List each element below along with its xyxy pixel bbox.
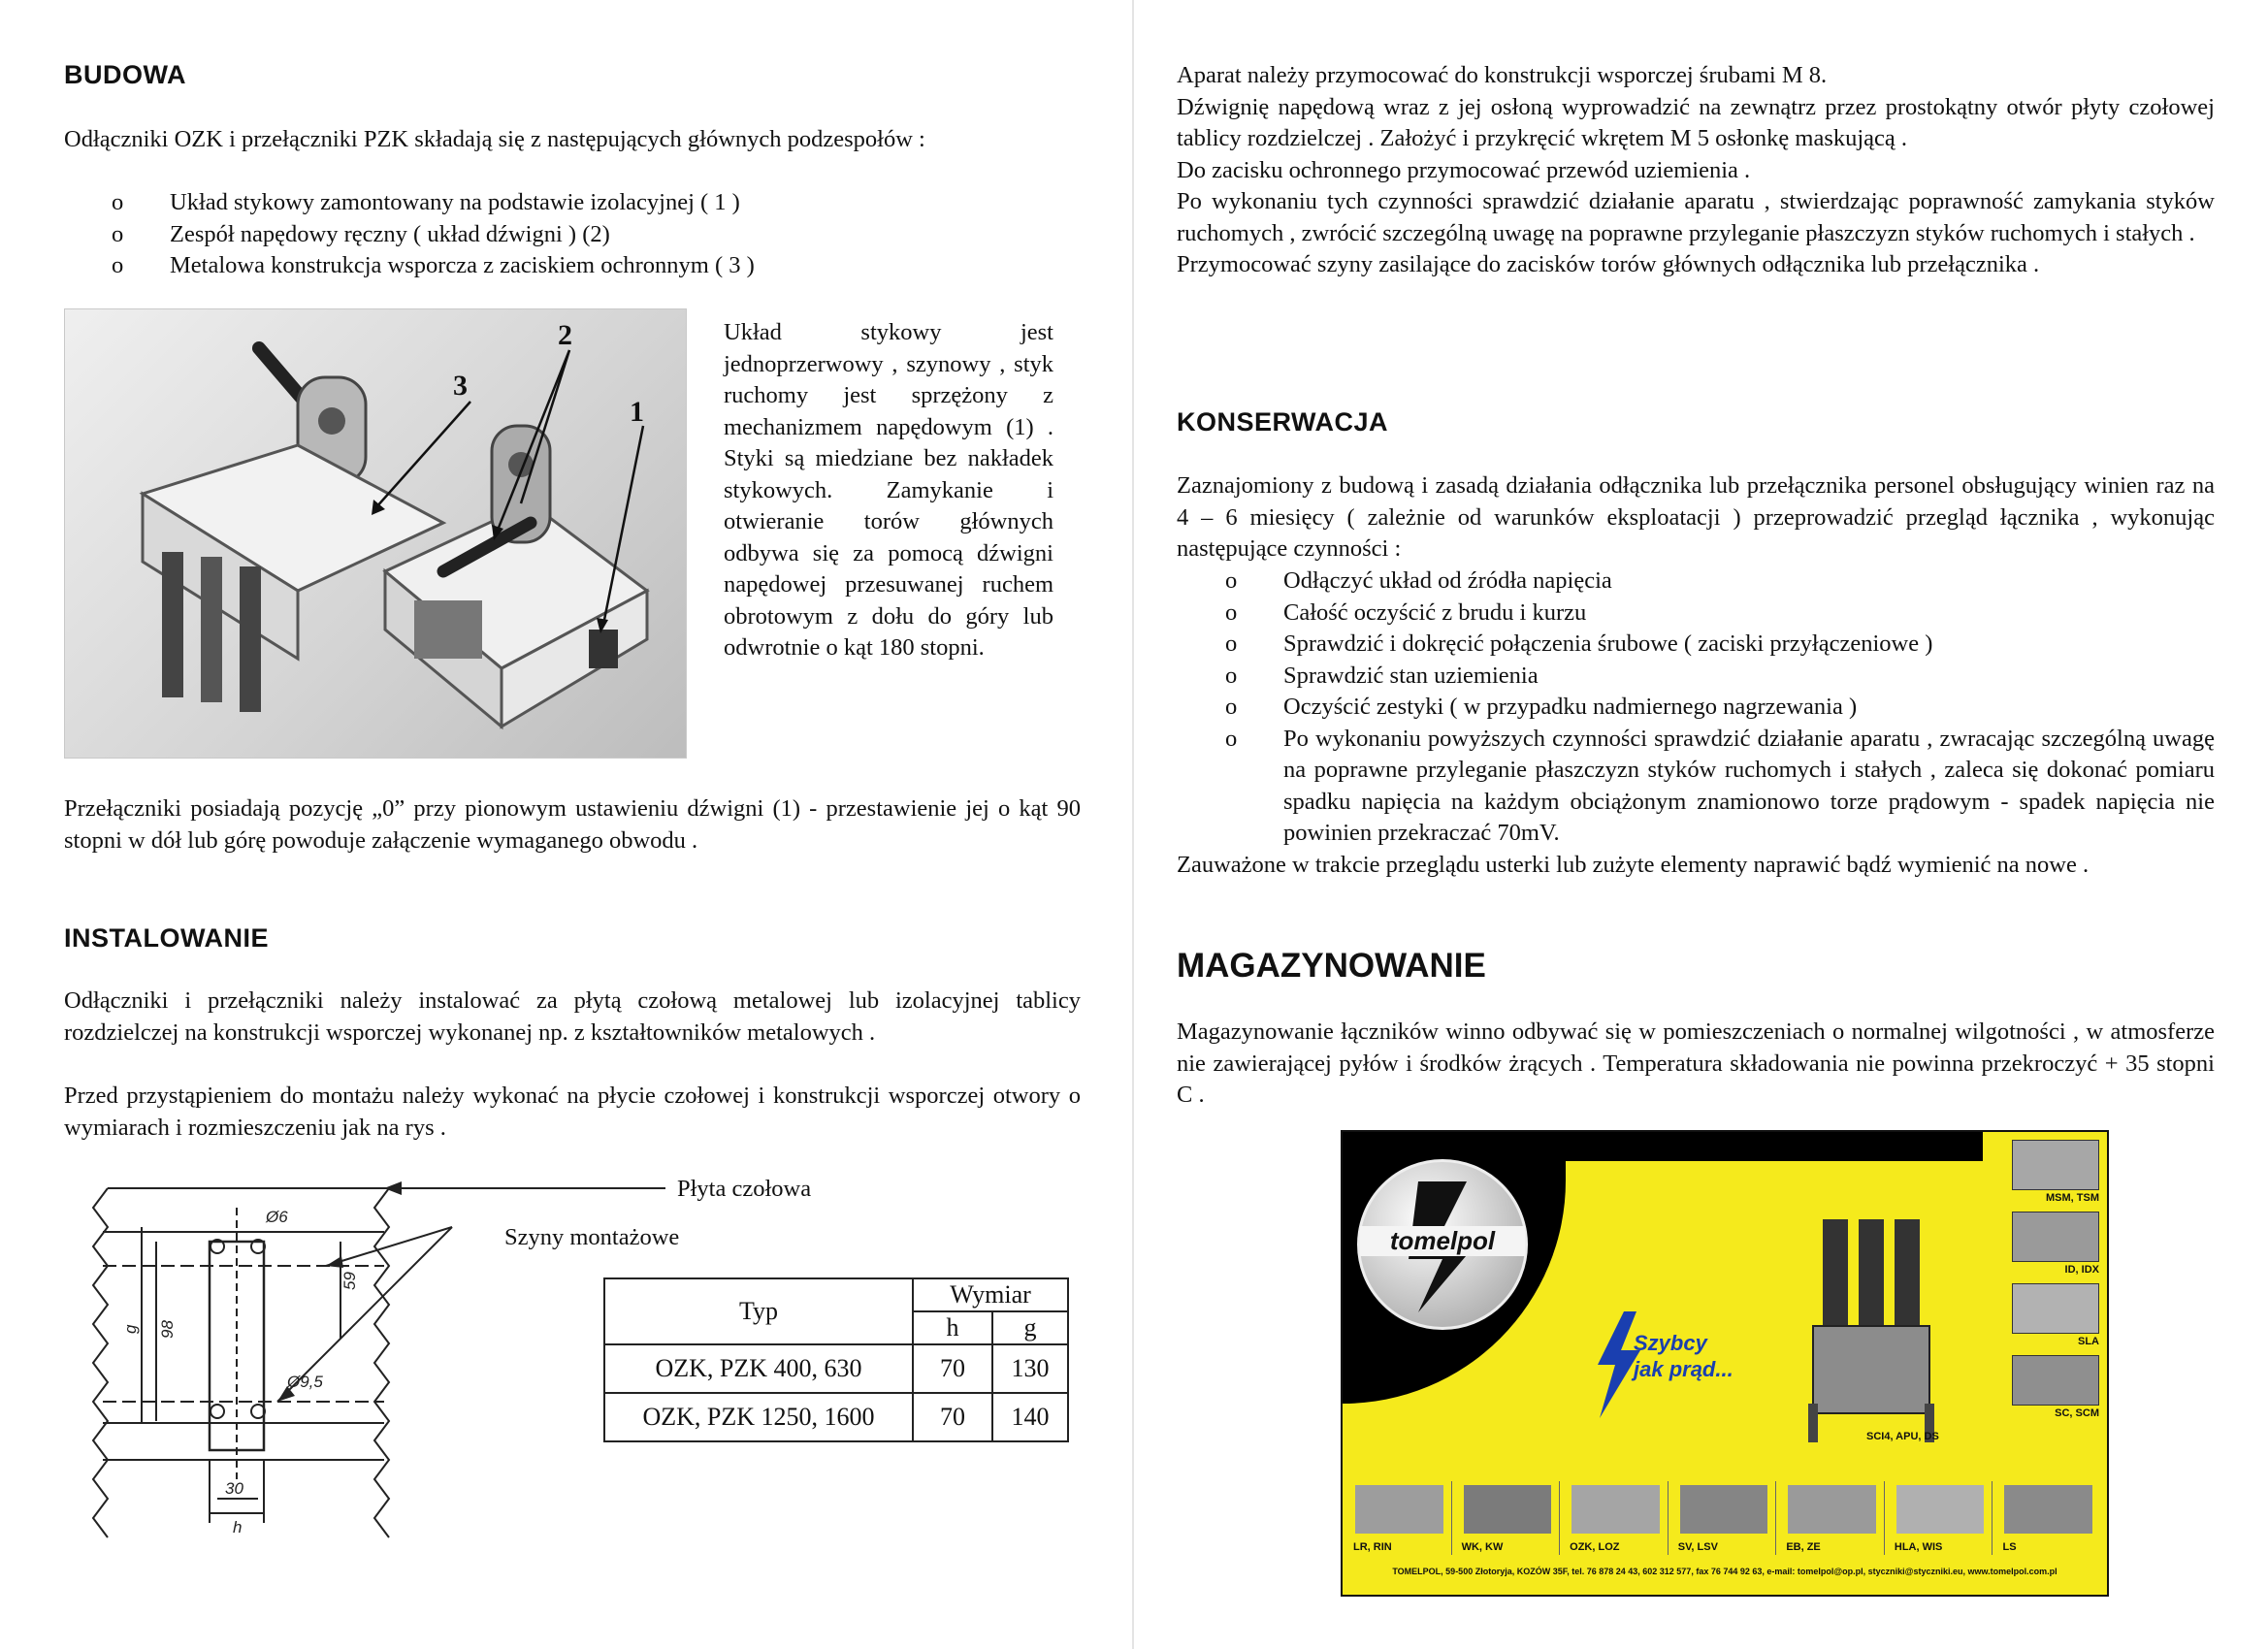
mount-p4: Po wykonaniu tych czynności sprawdzić działanie aparatu , stwierdzając poprawność zamykania styków ruchomych , zwrócić szczególną uwagę na poprawne przyleganie płaszczyzn styków ruchomych i stałych .: [1177, 188, 2215, 246]
logo-disc: [1357, 1159, 1528, 1330]
mount-p3: Do zacisku ochronnego przymocować przewód uziemienia .: [1177, 156, 1751, 183]
product-sla-image: [2012, 1283, 2099, 1334]
heading-magazynowanie: MAGAZYNOWANIE: [1177, 947, 1486, 985]
list-item: o Sprawdzić stan uziemienia: [1225, 661, 2215, 693]
heading-budowa: BUDOWA: [64, 60, 186, 89]
bullet: o: [112, 189, 124, 215]
label-sc: SC, SCM: [2055, 1407, 2099, 1419]
callout-2: 2: [558, 319, 572, 351]
label-sla: SLA: [2078, 1336, 2099, 1347]
dim-d9-5: Ø9,5: [287, 1373, 323, 1391]
bullet: o: [1225, 598, 1238, 626]
bullet: o: [1225, 725, 1238, 752]
magazynowanie-text: Magazynowanie łączników winno odbywać się w pomieszczeniach o normalnej wilgotności , w atmosferze nie zawierającej pyłów i środków żrących . Temperatura składowania nie powinna przekroczyć + 35 stopni C .: [1177, 1018, 2215, 1108]
label-msm: MSM, TSM: [2046, 1192, 2099, 1204]
label-plyta-czolowa: Płyta czołowa: [677, 1176, 812, 1202]
konserwacja-intro: Zaznajomiony z budową i zasadą działania odłącznika lub przełącznika personel obsługujący winien raz na 4 – 6 miesięcy ( zależnie od warunków eksploatacji ) przeprowadzić przegląd łącznika , wykonując następujące czynności :: [1177, 472, 2215, 562]
bullet: o: [1225, 630, 1238, 657]
dim-g: g: [121, 1324, 140, 1334]
table-row: OZK, PZK 400, 630 70 130: [604, 1344, 1068, 1393]
label-szyny-montazowe: Szyny montażowe: [504, 1224, 680, 1250]
budowa-note: Przełączniki posiadają pozycję „0” przy pionowym ustawieniu dźwigni (1) - przestawienie jej o kąt 90 stopni w dół lub górę powoduje załączenie wymaganego obwodu .: [64, 795, 1081, 854]
ad-dark-band: [1343, 1132, 1983, 1161]
bottom-product-strip: [1347, 1481, 2100, 1555]
product-sc-image: [2012, 1355, 2099, 1406]
bullet: o: [1225, 567, 1238, 594]
konserwacja-outro: Zauważone w trakcie przeglądu usterki lub zużyte elementy naprawić bądź wymienić na nowe .: [1177, 852, 2090, 878]
product-sv: SV, LSV: [1672, 1481, 1777, 1555]
ad-footer-contact: TOMELPOL, 59-500 Złotoryja, KOZÓW 35F, tel. 76 878 24 43, 602 312 577, fax 76 744 92 63, e-mail: tomelpol@op.pl, styczniki@styczniki.eu, www.tomelpol.com.pl: [1392, 1567, 2057, 1576]
list-item: o Metalowa konstrukcja wsporcza z zaciskiem ochronnym ( 3 ): [112, 250, 985, 282]
dim-d6: Ø6: [266, 1208, 288, 1226]
list-item: o Sprawdzić i dokręcić połączenia śrubowe ( zaciski przyłączeniowe ): [1225, 629, 2215, 661]
product-id-image: [2012, 1212, 2099, 1262]
dim-98: 98: [158, 1320, 177, 1339]
tomelpol-advertisement: [1341, 1130, 2109, 1597]
table-row: OZK, PZK 1250, 1600 70 140: [604, 1393, 1068, 1441]
left-page: [0, 0, 1125, 1649]
heading-konserwacja: KONSERWACJA: [1177, 407, 1389, 436]
header-wymiar: Wymiar: [913, 1278, 1068, 1311]
konserwacja-list: [1225, 566, 2215, 850]
heading-instalowanie: INSTALOWANIE: [64, 923, 269, 953]
product-photo: [64, 308, 687, 759]
product-hla: HLA, WIS: [1889, 1481, 1993, 1555]
list-item: o Zespół napędowy ręczny ( układ dźwigni ) (2): [112, 219, 985, 251]
list-item: o Układ stykowy zamontowany na podstawie izolacyjnej ( 1 ): [112, 187, 985, 219]
list-item: o Całość oczyścić z brudu i kurzu: [1225, 598, 2215, 630]
page-fold: [1132, 0, 1134, 1649]
list-item: o Odłączyć układ od źródła napięcia: [1225, 566, 2215, 598]
budowa-intro: Odłączniki OZK i przełączniki PZK składają się z następujących głównych podzespołów :: [64, 126, 925, 152]
dim-30: 30: [225, 1479, 243, 1498]
product-eb: EB, ZE: [1780, 1481, 1885, 1555]
slogan-line2: jak prąd...: [1634, 1357, 1733, 1381]
callout-3: 3: [453, 370, 468, 402]
instalowanie-p2: Przed przystąpieniem do montażu należy wykonać na płycie czołowej i konstrukcji wsporczej otwory o wymiarach i rozmieszczeniu jak na rys .: [64, 1083, 1081, 1141]
switch-illustration: [65, 309, 686, 758]
dimensions-table: [603, 1277, 1069, 1442]
bullet: o: [112, 252, 124, 278]
instalowanie-p1: Odłączniki i przełączniki należy instalować za płytą czołową metalowej lub izolacyjnej tablicy rozdzielczej na konstrukcji wsporczej wykonanej np. z kształtowników metalowych .: [64, 987, 1081, 1046]
mounting-instructions: [1177, 60, 2215, 281]
dim-59: 59: [340, 1272, 359, 1290]
dim-h: h: [233, 1518, 243, 1536]
label-id: ID, IDX: [2064, 1264, 2099, 1276]
product-wk: WK, KW: [1456, 1481, 1561, 1555]
side-product-column: [2012, 1140, 2099, 1419]
product-ozk: OZK, LOZ: [1564, 1481, 1669, 1555]
mount-p2: Dźwignię napędową wraz z jej osłoną wyprowadzić na zewnątrz przez prostokątny otwór płyty czołowej tablicy rozdzielczej . Założyć i przykręcić wkrętem M 5 osłonkę maskującą .: [1177, 93, 2215, 151]
product-msm-image: [2012, 1140, 2099, 1190]
list-item: o Po wykonaniu powyższych czynności sprawdzić działanie aparatu , zwracając szczególną uwagę na poprawne przyleganie płaszczyzn styków ruchomych i stałych , zaleca się dokonać pomiaru spadku napięcia na każdym obciążonym znamionowo torze prądowym - spadek napięcia nie powinien przekraczać 70mV.: [1225, 725, 2215, 846]
bullet: o: [1225, 694, 1238, 720]
label-sci4: SCI4, APU, DS: [1866, 1431, 1939, 1442]
mount-p5: Przymocować szyny zasilające do zacisków torów głównych odłącznika lub przełącznika .: [1177, 251, 2040, 277]
slogan-line1: Szybcy: [1634, 1331, 1707, 1355]
logo-text: tomelpol: [1360, 1226, 1525, 1256]
bullet: o: [112, 220, 124, 247]
photo-description: Układ stykowy jest jednoprzerwowy , szynowy , styk ruchomy jest sprzężony z mechanizmem napędowym (1) . Styki są miedziane bez nakładek stykowych. Zamykanie i otwieranie torów głównych odbywa się za pomocą dźwigni napędowej przesuwanej ruchem obrotowym z dołu do góry lub odwrotnie o kąt 180 stopni.: [724, 319, 1053, 661]
product-lr: LR, RIN: [1347, 1481, 1452, 1555]
header-h: h: [913, 1311, 992, 1344]
header-g: g: [992, 1311, 1068, 1344]
product-sci4-image: [1789, 1219, 1954, 1442]
callout-1: 1: [630, 396, 644, 428]
list-item: o Oczyścić zestyki ( w przypadku nadmiernego nagrzewania ): [1225, 692, 2215, 724]
right-page: [1140, 0, 2268, 1649]
budowa-list: [112, 187, 985, 282]
header-typ: Typ: [604, 1278, 913, 1344]
bullet: o: [1225, 662, 1238, 689]
product-ls: LS: [1996, 1481, 2100, 1555]
mount-p1: Aparat należy przymocować do konstrukcji wsporczej śrubami M 8.: [1177, 62, 1828, 88]
